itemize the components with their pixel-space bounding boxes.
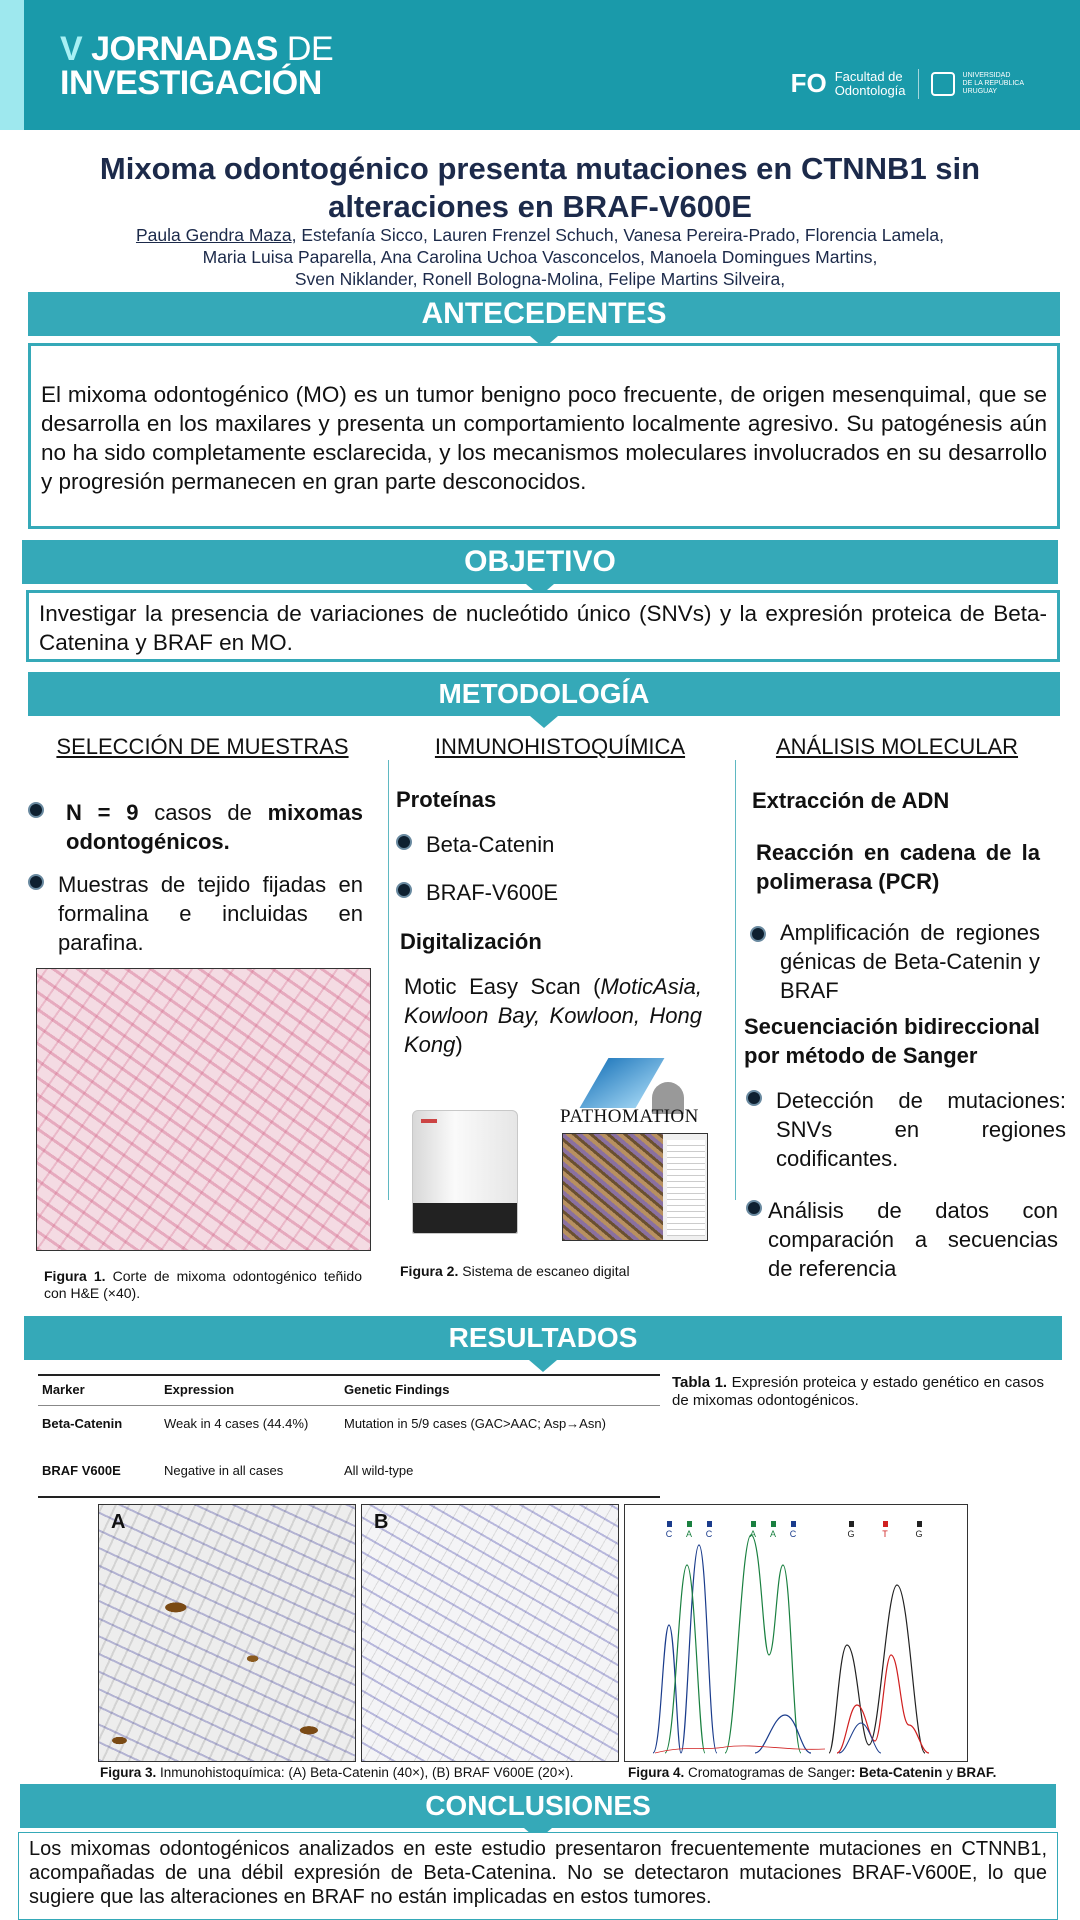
table-1-text: Expresión proteica y estado genético en casos de mixomas odontogénicos. [672, 1374, 1044, 1409]
event-prefix: V [60, 30, 83, 68]
trace-a2 [725, 1535, 801, 1753]
objetivo-box [26, 590, 1060, 662]
base-marker [771, 1521, 776, 1527]
molecular-title: ANÁLISIS MOLECULAR [775, 734, 1019, 759]
base-marker [751, 1521, 756, 1527]
protein-2-label: BRAF-V600E [426, 880, 559, 905]
slide-viewer-image [563, 1134, 663, 1241]
table-1-label: Tabla 1. [672, 1374, 728, 1391]
header-accent-stripe [0, 0, 24, 130]
base-label: A [769, 1529, 777, 1539]
event-word2: DE [286, 30, 334, 68]
muestras-bullet-2 [28, 870, 363, 957]
mutation-detection-text: Detección de mutaciones: SNVs en regiones codificantes. [776, 1088, 1066, 1171]
trace-g [829, 1585, 925, 1753]
conclusiones-text: Los mixomas odontogénicos analizados en este estudio presentaron frecuentemente mutaciones en CTNNB1, acompañadas de una débil expresión de Beta-Catenina. No se detectaron mutaciones BRAF-V600E, lo que sugiere que las alteraciones en BRAF no están implicadas en estos tumores. [29, 1838, 1047, 1908]
table-header-row [38, 1375, 660, 1406]
base-label: T [882, 1529, 888, 1539]
figure-2-label: Figura 2. [400, 1263, 459, 1279]
faculty-line2: Odontología [834, 82, 906, 98]
bullet-dot-icon [750, 926, 766, 942]
base-marker [707, 1521, 712, 1527]
pathomation-brand: PATHOMATION [560, 1106, 699, 1127]
metodologia-heading: METODOLOGÍA [438, 678, 650, 709]
viewer-side-panel [667, 1140, 705, 1236]
objetivo-banner [22, 540, 1058, 584]
scanner-device-image [412, 1110, 518, 1234]
base-label: A [749, 1529, 757, 1539]
event-line2: INVESTIGACIÓN [60, 64, 322, 102]
university-name [963, 72, 1024, 96]
table-1-caption [672, 1374, 1044, 1410]
metodologia-banner [28, 672, 1060, 716]
figure-3-caption [100, 1764, 573, 1781]
panel-a-label: A [111, 1511, 126, 1533]
bullet-dot-icon [28, 802, 44, 818]
table-row [38, 1453, 660, 1497]
faculty-logo-icon: FO [790, 68, 827, 98]
base-label: G [915, 1529, 923, 1539]
scanner-close: ) [455, 1032, 463, 1057]
table-row [38, 1406, 660, 1454]
logo-divider [918, 69, 919, 99]
table-header-expression: Expression [160, 1375, 340, 1406]
event-word1: JORNADAS [91, 30, 278, 68]
authors-line3: Sven Niklander, Ronell Bologna-Molina, Felipe Martins Silveira, [294, 269, 786, 289]
base-label: G [847, 1529, 855, 1539]
faculty-name [835, 70, 906, 98]
ihc-panel-b-image [361, 1504, 619, 1762]
protein-item-2 [396, 878, 558, 907]
university-line3: URUGUAY [962, 87, 998, 95]
base-label: A [685, 1529, 693, 1539]
digitalizacion-heading: Digitalización [400, 929, 542, 954]
figure-4-text: Cromatogramas de Sanger [684, 1765, 851, 1780]
sanger-heading: Secuenciación bidireccional por método de Sanger [744, 1014, 1040, 1068]
base-marker [849, 1521, 854, 1527]
antecedentes-banner [28, 292, 1060, 336]
objetivo-text: Investigar la presencia de variaciones de nucleótido único (SNVs) y la expresión proteica de Beta-Catenina y BRAF en MO. [39, 601, 1047, 655]
sanger-chromatogram [624, 1504, 968, 1762]
figure-4-caption [628, 1764, 996, 1781]
figure-1-label: Figura 1. [44, 1268, 106, 1284]
table-cell: Weak in 4 cases (44.4%) [164, 1416, 309, 1431]
university-line1: UNIVERSIDAD [962, 71, 1011, 79]
bullet-dot-icon [746, 1200, 762, 1216]
author-list [60, 224, 1020, 290]
muestras-bullet-2-text: Muestras de tejido fijadas en formalina e incluidas en parafina. [58, 872, 363, 955]
molecular-bullet-2 [746, 1086, 1066, 1173]
bullet-dot-icon [396, 882, 412, 898]
conclusiones-heading: CONCLUSIONES [425, 1790, 651, 1821]
base-marker [883, 1521, 888, 1527]
figure-4-colon: : [850, 1765, 860, 1780]
university-line2: DE LA REPÚBLICA [962, 79, 1024, 87]
results-table [38, 1374, 660, 1498]
data-analysis-text: Análisis de datos con comparación a secuencias de referencia [768, 1198, 1058, 1281]
scanner-maker: MoticAsia, Kowloon Bay, Kowloon, Hong Kong [404, 974, 702, 1057]
scanner-name: Motic Easy Scan ( [404, 974, 601, 999]
resultados-banner [24, 1316, 1062, 1360]
protein-item-1 [396, 830, 554, 859]
table-cell: Beta-Catenin [42, 1416, 123, 1431]
table-cell: BRAF V600E [38, 1453, 160, 1497]
table-cell: Mutation in 5/9 cases (GAC>AAC; Asp→Asn) [344, 1416, 606, 1431]
figure-3-label: Figura 3. [100, 1765, 157, 1780]
first-author: Paula Gendra Maza [135, 225, 292, 245]
antecedentes-heading: ANTECEDENTES [421, 297, 667, 330]
faculty-line1: Facultad de [834, 68, 903, 84]
bullet-dot-icon [396, 834, 412, 850]
bullet-dot-icon [28, 874, 44, 890]
antecedentes-box [28, 343, 1060, 529]
poster-title: Mixoma odontogénico presenta mutaciones en CTNNB1 sin alteraciones en BRAF-V600E [99, 151, 981, 224]
university-seal-icon [931, 72, 955, 96]
figure-2-text: Sistema de escaneo digital [458, 1263, 630, 1279]
figure-4-bold2: BRAF. [956, 1765, 997, 1780]
trace-c2 [755, 1715, 811, 1753]
scanner-logo-icon [421, 1119, 437, 1123]
trace-c [653, 1545, 717, 1753]
muestras-title: SELECCIÓN DE MUESTRAS [56, 734, 349, 759]
poster-header [0, 0, 1080, 130]
antecedentes-text: El mixoma odontogénico (MO) es un tumor benigno poco frecuente, de origen mesenquimal, que se desarrolla en los maxilares y presenta un comportamiento localmente agresivo. Su patogénesis aún no ha sido completamente esclarecida, y los mecanismos moleculares involucrados en su desarrollo y progresión permanecen en gran parte desconocidos. [41, 382, 1047, 494]
figure-3-text: Inmunohistoquímica: (A) Beta-Catenin (40×), (B) BRAF V600E (20×). [156, 1765, 574, 1780]
table-cell: All wild-type [340, 1453, 660, 1497]
event-logo [60, 32, 333, 100]
conclusiones-box [18, 1832, 1058, 1920]
muestras-bullet-1-text [58, 798, 363, 856]
figure-4-and: y [942, 1765, 957, 1780]
base-marker [667, 1521, 672, 1527]
base-marker [791, 1521, 796, 1527]
table-cell: Negative in all cases [160, 1453, 340, 1497]
scanner-description [404, 972, 702, 1059]
figure-4-bold1: Beta-Catenin [859, 1765, 943, 1780]
objetivo-heading: OBJETIVO [464, 545, 616, 578]
institution-logos [791, 68, 1024, 99]
figure-2-caption [400, 1263, 630, 1280]
muestras-b1-bold: mixomas odontogénicos. [66, 800, 363, 854]
amplification-text: Amplificación de regiones génicas de Beta-Catenin y BRAF [780, 920, 1040, 1003]
pcr-heading: Reacción en cadena de la polimerasa (PCR) [756, 840, 1040, 894]
figure-4-label: Figura 4. [628, 1765, 685, 1780]
table-header-findings: Genetic Findings [340, 1375, 660, 1406]
column-divider [735, 760, 736, 1200]
figure-1-text: Corte de mixoma odontogénico teñido con H&E (×40). [44, 1268, 362, 1301]
muestras-bullet-1 [28, 798, 363, 856]
muestras-b1-mid: casos de [138, 800, 268, 825]
base-marker [687, 1521, 692, 1527]
protein-1-label: Beta-Catenin [426, 832, 555, 857]
table-header-marker: Marker [38, 1375, 160, 1406]
pathomation-software-screenshot [562, 1133, 708, 1241]
base-label: C [665, 1529, 673, 1539]
conclusiones-banner [20, 1784, 1056, 1828]
bullet-dot-icon [746, 1090, 762, 1106]
resultados-heading: RESULTADOS [448, 1322, 638, 1353]
figure-1-caption [44, 1268, 362, 1302]
proteins-heading: Proteínas [396, 787, 497, 812]
chromatogram-svg [625, 1505, 968, 1762]
molecular-bullet-1 [750, 918, 1040, 1005]
base-marker [917, 1521, 922, 1527]
authors-line2: Maria Luisa Paparella, Ana Carolina Uchoa Vasconcelos, Manoela Domingues Martins, [202, 247, 878, 267]
panel-b-label: B [374, 1511, 389, 1533]
banner-arrow-icon [530, 716, 558, 728]
ihc-panel-a-image [98, 1504, 356, 1762]
base-label: C [789, 1529, 797, 1539]
authors-line1: , Estefanía Sicco, Lauren Frenzel Schuch, Vanesa Pereira-Prado, Florencia Lamela, [291, 225, 945, 245]
he-stain-image [36, 968, 371, 1251]
molecular-bullet-3 [746, 1196, 1058, 1283]
scanner-base [413, 1203, 517, 1233]
column-divider [388, 760, 389, 1200]
ihq-title: INMUNOHISTOQUÍMICA [434, 734, 686, 759]
adn-heading: Extracción de ADN [752, 788, 950, 813]
sample-count: N = 9 [66, 800, 139, 825]
banner-arrow-icon [529, 1360, 557, 1372]
base-label: C [705, 1529, 713, 1539]
